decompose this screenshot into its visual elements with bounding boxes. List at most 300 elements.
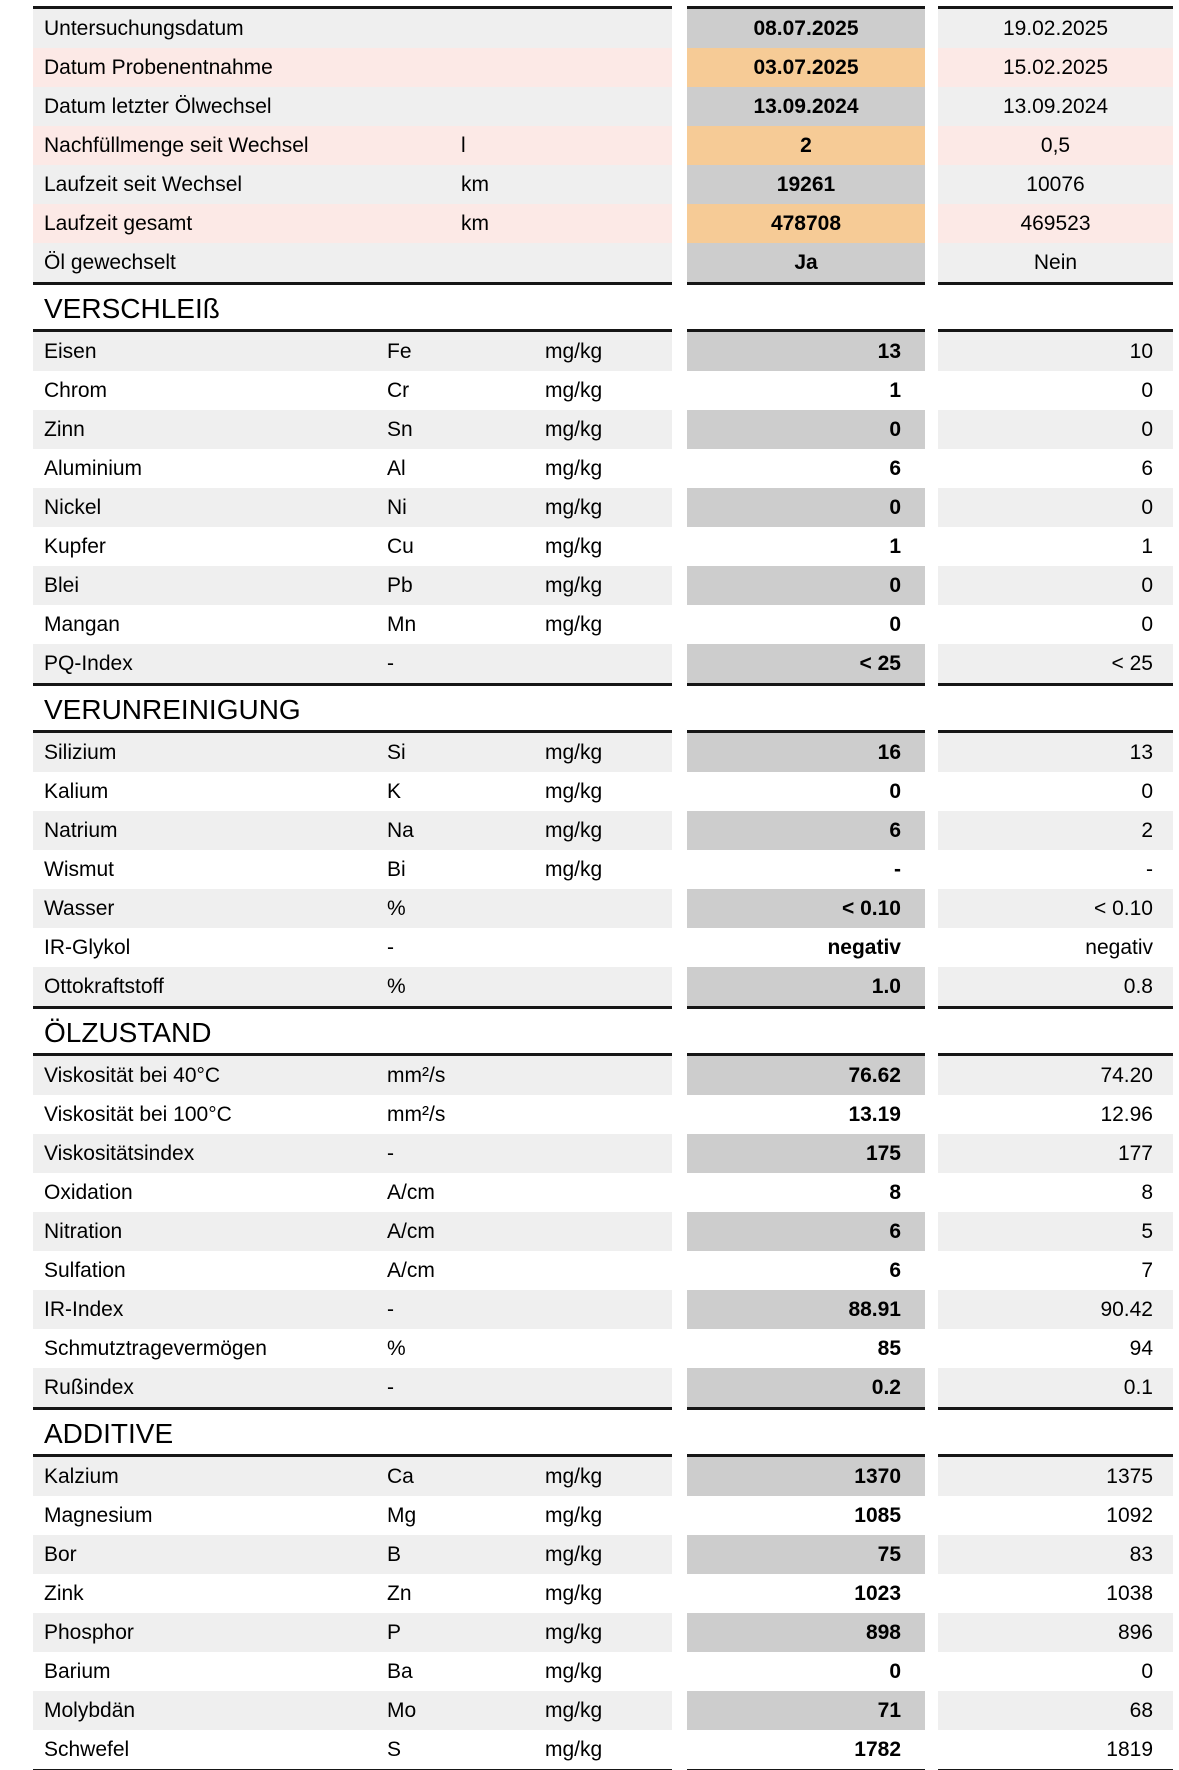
previous-value-cell: 469523 [938,204,1173,243]
current-value-cell: 6 [687,1212,925,1251]
previous-value-cell: - [1146,858,1153,881]
parameter-label: Blei [44,574,80,597]
label-block [33,1652,672,1691]
label-block [33,928,672,967]
element-symbol: Cr [387,379,410,402]
previous-value-cell: Nein [938,243,1173,282]
element-symbol: B [387,1543,402,1566]
label-block [33,1457,672,1496]
column-gap [925,889,938,928]
current-value-cell: 8 [889,1181,901,1204]
column-gap [925,733,938,772]
column-gap [672,605,687,644]
column-gap [672,1095,687,1134]
current-value-cell: 08.07.2025 [687,9,925,48]
table-row [33,410,1179,449]
column-gap [672,928,687,967]
previous-value-cell: 0 [1141,1660,1153,1683]
previous-value-cell: < 0.10 [938,889,1173,928]
section-rows [33,1056,1179,1407]
previous-value-cell: 1375 [938,1457,1173,1496]
divider-gap [672,282,687,285]
parameter-label: Kalzium [44,1465,119,1488]
column-gap [672,566,687,605]
current-value-cell: 2 [687,126,925,165]
unit-label [545,1290,672,1329]
divider-gap [672,1407,687,1410]
element-symbol: Zn [387,1582,412,1605]
label-block [33,1368,672,1407]
unit-label: km [461,173,489,196]
previous-value-cell: negativ [1085,936,1153,959]
label-block [33,1691,672,1730]
column-gap [925,967,938,1006]
divider-segment-current [687,1407,925,1410]
previous-value-cell: 0 [1141,780,1153,803]
current-value-cell: 13 [687,332,925,371]
column-gap [672,1212,687,1251]
unit-label: mg/kg [545,340,603,363]
previous-value-cell: < 25 [938,644,1173,683]
previous-value-cell: 0,5 [938,126,1173,165]
column-gap [925,928,938,967]
divider-segment-previous [938,1006,1173,1009]
column-gap [925,850,938,889]
column-gap [925,165,938,204]
table-row [33,967,1179,1006]
column-gap [925,1613,938,1652]
current-value-cell: 0 [687,488,925,527]
sections [33,282,1179,1769]
current-value-cell: 0 [687,566,925,605]
divider-segment-previous [938,683,1173,686]
element-symbol: Pb [387,574,413,597]
parameter-label: Rußindex [44,1376,134,1399]
column-gap [672,1574,687,1613]
table-row [33,644,1179,683]
column-gap [925,1329,938,1368]
previous-value-cell: 13 [938,733,1173,772]
label-block [33,1134,672,1173]
element-symbol: P [387,1621,402,1644]
column-gap [672,165,687,204]
current-value-cell: Ja [687,243,925,282]
column-gap [925,1368,938,1407]
element-symbol: K [387,780,402,803]
divider-line [33,1407,1179,1410]
previous-value-cell: 0 [938,488,1173,527]
table-row [33,1212,1179,1251]
unit-label: mg/kg [545,741,603,764]
previous-value-cell: 5 [938,1212,1173,1251]
column-gap [925,772,938,811]
previous-value-cell: 10 [938,332,1173,371]
table-row [33,1535,1179,1574]
current-value-cell: 1 [889,379,901,402]
table-section [33,282,1179,683]
previous-value-cell: 0 [938,566,1173,605]
unit-label [545,1368,672,1407]
unit-label: mg/kg [545,613,603,636]
table-row [33,1691,1179,1730]
element-symbol: Si [387,741,406,764]
current-value-cell: 75 [687,1535,925,1574]
element-symbol: Ca [387,1465,414,1488]
column-gap [672,1329,687,1368]
unit-label [461,48,672,87]
previous-value-cell: 6 [1141,457,1153,480]
column-gap [672,1652,687,1691]
parameter-label: Oxidation [44,1181,133,1204]
label-block [33,204,672,243]
table-row [33,165,1179,204]
element-symbol: Bi [387,858,406,881]
parameter-label: Ottokraftstoff [44,975,164,998]
label-block [33,371,672,410]
unit-label: mg/kg [545,457,603,480]
parameter-label: Mangan [44,613,120,636]
table-row [33,449,1179,488]
table-row [33,1496,1179,1535]
column-gap [925,371,938,410]
column-gap [925,1173,938,1212]
parameter-label: Schwefel [44,1738,130,1761]
column-gap [925,204,938,243]
column-gap [672,1613,687,1652]
table-row [33,1652,1179,1691]
column-gap [925,9,938,48]
parameter-label: Zinn [44,418,85,441]
unit-label [545,1212,672,1251]
current-value-cell: 0 [889,780,901,803]
parameter-label: Chrom [44,379,108,402]
parameter-label: Laufzeit gesamt [44,212,193,235]
column-gap [925,1574,938,1613]
table-row [33,204,1179,243]
previous-value-cell: 7 [1141,1259,1153,1282]
current-value-cell: 71 [687,1691,925,1730]
element-symbol: - [387,1376,394,1399]
parameter-label: IR-Index [44,1298,124,1321]
label-block [33,87,672,126]
current-value-cell: 1085 [854,1504,901,1527]
current-value-cell: 1 [889,535,901,558]
unit-label: mg/kg [545,1504,603,1527]
column-gap [925,243,938,282]
parameter-label: Silizium [44,741,117,764]
parameter-label: Kalium [44,780,109,803]
unit-label: mg/kg [545,1738,603,1761]
parameter-label: Magnesium [44,1504,153,1527]
table-section [33,1006,1179,1407]
current-value-cell: 6 [687,811,925,850]
column-gap [925,1457,938,1496]
unit-label: mg/kg [545,1465,603,1488]
parameter-label: IR-Glykol [44,936,131,959]
table-row [33,566,1179,605]
label-block [33,488,672,527]
table-row [33,811,1179,850]
previous-value-cell: 0 [1141,379,1153,402]
label-block [33,1613,672,1652]
unit-label: mg/kg [545,496,603,519]
current-value-cell: 0 [889,613,901,636]
current-value-cell: 13.19 [848,1103,901,1126]
current-value-cell: 76.62 [687,1056,925,1095]
table-row [33,1056,1179,1095]
parameter-label: Öl gewechselt [44,251,176,274]
table-row [33,1290,1179,1329]
column-gap [925,1251,938,1290]
parameter-label: Untersuchungsdatum [44,17,244,40]
current-value-cell: 03.07.2025 [687,48,925,87]
parameter-label: Natrium [44,819,118,842]
parameter-label: Datum letzter Ölwechsel [44,95,272,118]
label-block [33,1212,672,1251]
table-row [33,243,1179,282]
parameter-label: Nickel [44,496,102,519]
label-block [33,410,672,449]
label-block [33,527,672,566]
table-row [33,1368,1179,1407]
element-symbol: Mg [387,1504,417,1527]
section-title: ADDITIVE [33,1410,1179,1454]
column-gap [672,1691,687,1730]
column-gap [672,1056,687,1095]
unit-label [545,1095,672,1134]
label-block [33,967,672,1006]
unit-label: mg/kg [545,574,603,597]
element-symbol: Na [387,819,414,842]
previous-value-cell: 68 [938,1691,1173,1730]
section-rows [33,1457,1179,1769]
parameter-label: Datum Probenentnahme [44,56,273,79]
current-value-cell: 85 [877,1337,901,1360]
current-value-cell: 1782 [854,1738,901,1761]
unit-label [545,1251,672,1290]
label-block [33,48,672,87]
table-section [33,1407,1179,1769]
element-symbol: A/cm [387,1220,435,1243]
table-row [33,1329,1179,1368]
column-gap [925,644,938,683]
element-symbol: S [387,1738,402,1761]
previous-value-cell: 177 [938,1134,1173,1173]
column-gap [672,488,687,527]
element-symbol: Mo [387,1699,417,1722]
current-value-cell: < 25 [687,644,925,683]
previous-value-cell: 0 [938,410,1173,449]
column-gap [672,87,687,126]
table-row [33,9,1179,48]
table-row [33,1095,1179,1134]
unit-label [545,1134,672,1173]
table-row [33,605,1179,644]
column-gap [672,1368,687,1407]
unit-label: mg/kg [545,1543,603,1566]
unit-label: mg/kg [545,1582,603,1605]
table-row [33,850,1179,889]
current-value-cell: 175 [687,1134,925,1173]
label-block [33,772,672,811]
previous-value-cell: 19.02.2025 [938,9,1173,48]
column-gap [925,811,938,850]
current-value-cell: < 0.10 [687,889,925,928]
current-value-cell: 0 [687,410,925,449]
element-symbol: - [387,1142,394,1165]
current-value-cell: 1023 [854,1582,901,1605]
section-title: VERSCHLEIß [33,285,1179,329]
column-gap [672,243,687,282]
element-symbol: Al [387,457,406,480]
previous-value-cell: 74.20 [938,1056,1173,1095]
column-gap [672,126,687,165]
column-gap [925,527,938,566]
label-block [33,733,672,772]
label-block [33,332,672,371]
current-value-cell: 898 [687,1613,925,1652]
parameter-label: Wasser [44,897,115,920]
table-row [33,1251,1179,1290]
divider-gap [925,683,938,686]
column-gap [672,1290,687,1329]
element-symbol: Ba [387,1660,413,1683]
label-block [33,126,672,165]
table-row [33,48,1179,87]
table-section [33,683,1179,1006]
column-gap [925,1496,938,1535]
current-value-cell: 1.0 [687,967,925,1006]
table-row [33,332,1179,371]
parameter-label: Kupfer [44,535,106,558]
label-block [33,1251,672,1290]
label-block [33,1290,672,1329]
element-symbol: mm²/s [387,1064,446,1087]
label-block [33,644,672,683]
column-gap [925,605,938,644]
table-row [33,371,1179,410]
label-block [33,1056,672,1095]
top-section-rows [33,9,1179,282]
previous-value-cell: 896 [938,1613,1173,1652]
unit-label: mg/kg [545,858,603,881]
previous-value-cell: 8 [1141,1181,1153,1204]
unit-label: mg/kg [545,1699,603,1722]
column-gap [925,126,938,165]
column-gap [925,566,938,605]
column-gap [925,1535,938,1574]
column-gap [672,371,687,410]
unit-label [545,967,672,1006]
element-symbol: % [387,897,406,920]
element-symbol: - [387,936,394,959]
table-row [33,733,1179,772]
label-block [33,449,672,488]
previous-value-cell: 94 [1129,1337,1153,1360]
table-row [33,1457,1179,1496]
column-gap [925,1056,938,1095]
column-gap [672,1457,687,1496]
previous-value-cell: 13.09.2024 [938,87,1173,126]
parameter-label: Laufzeit seit Wechsel [44,173,243,196]
column-gap [925,87,938,126]
column-gap [672,1496,687,1535]
previous-value-cell: 12.96 [1100,1103,1153,1126]
parameter-label: Barium [44,1660,111,1683]
table-row [33,1730,1179,1769]
parameter-label: Viskosität bei 40°C [44,1064,221,1087]
divider-gap [672,683,687,686]
unit-label [545,1329,672,1368]
table-row [33,87,1179,126]
divider-gap [925,1006,938,1009]
unit-label: mg/kg [545,819,603,842]
current-value-cell: - [894,858,901,881]
previous-value-cell: 1038 [1106,1582,1153,1605]
unit-label: mg/kg [545,379,603,402]
element-symbol: - [387,1298,394,1321]
element-symbol: A/cm [387,1259,435,1282]
unit-label [545,644,672,683]
unit-label [545,928,672,967]
column-gap [672,811,687,850]
label-block [33,1173,672,1212]
label-block [33,1095,672,1134]
current-value-cell: 6 [889,457,901,480]
current-value-cell: 1370 [687,1457,925,1496]
element-symbol: - [387,652,394,675]
parameter-label: Viskositätsindex [44,1142,195,1165]
unit-label [545,1173,672,1212]
current-value-cell: 88.91 [687,1290,925,1329]
column-gap [925,1095,938,1134]
column-gap [925,48,938,87]
current-value-cell: 0 [889,1660,901,1683]
label-block [33,9,672,48]
table-row [33,1173,1179,1212]
previous-value-cell: 1092 [1106,1504,1153,1527]
table-row [33,928,1179,967]
table-row [33,1134,1179,1173]
unit-label: mg/kg [545,1621,603,1644]
label-block [33,811,672,850]
divider-segment-current [687,1006,925,1009]
column-gap [672,967,687,1006]
previous-value-cell: 0.1 [938,1368,1173,1407]
column-gap [925,1730,938,1769]
current-value-cell: 16 [687,733,925,772]
table-row [33,1613,1179,1652]
previous-value-cell: 2 [938,811,1173,850]
current-value-cell: negativ [827,936,901,959]
unit-label: l [461,134,466,157]
divider-segment-previous [938,282,1173,285]
unit-label: mg/kg [545,780,603,803]
element-symbol: % [387,1337,406,1360]
previous-value-cell: 90.42 [938,1290,1173,1329]
section-rows [33,332,1179,683]
previous-value-cell: 1819 [1106,1738,1153,1761]
column-gap [925,1691,938,1730]
parameter-label: Bor [44,1543,77,1566]
column-gap [672,889,687,928]
unit-label: mg/kg [545,1660,603,1683]
previous-value-cell: 10076 [938,165,1173,204]
divider-segment-previous [938,1407,1173,1410]
column-gap [672,204,687,243]
table-row [33,889,1179,928]
table-row [33,1574,1179,1613]
